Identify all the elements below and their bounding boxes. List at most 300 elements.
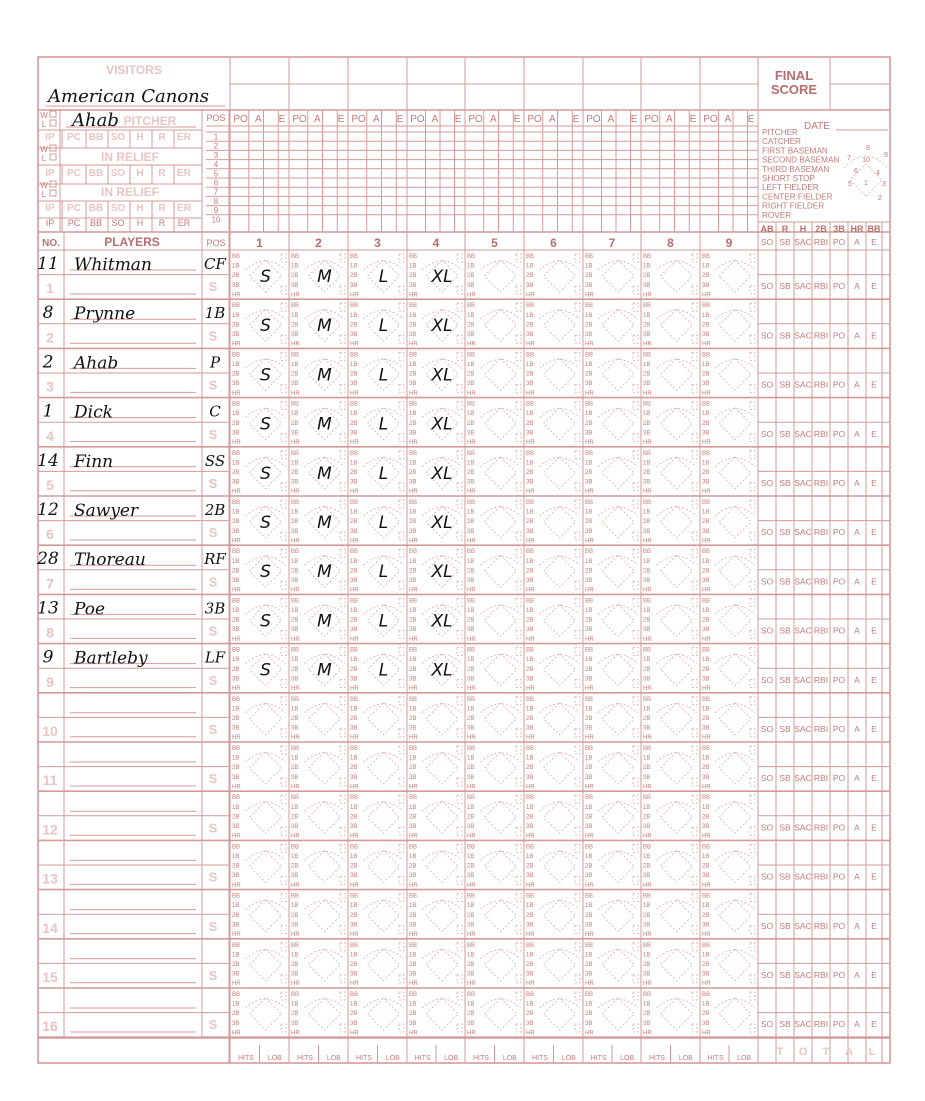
box-label: 2B — [526, 716, 534, 722]
box-label: HR — [350, 981, 359, 988]
count-box — [516, 876, 521, 884]
outfield-arc — [657, 950, 697, 959]
visitors-label: VISITORS — [106, 63, 162, 77]
box-label: 3B — [643, 725, 651, 732]
outfield-arc — [598, 950, 638, 959]
count-box — [399, 630, 404, 638]
box-label: 3B — [467, 528, 475, 535]
box-label: 3B — [409, 824, 417, 830]
sub-label: S — [208, 869, 218, 885]
box-label: 2B — [291, 1011, 299, 1018]
count-box — [692, 402, 697, 410]
box-label: 1B — [291, 411, 299, 418]
count-box — [516, 844, 521, 852]
count-box — [281, 598, 286, 606]
size-mark: L — [378, 365, 389, 386]
box-label: HR — [291, 981, 300, 988]
box-label: BB — [526, 254, 535, 260]
box-label: BB — [585, 450, 594, 457]
count-box — [516, 402, 521, 410]
base-diamond — [602, 309, 634, 341]
box-label: 1B — [643, 854, 651, 860]
box-label: HR — [585, 735, 594, 742]
box-label: 1B — [409, 509, 417, 516]
count-box — [692, 894, 697, 902]
box-label: 1B — [291, 854, 299, 860]
pitcher-stat-label: SO — [111, 218, 125, 228]
row-extra-label: PO — [832, 822, 846, 833]
box-label: 3B — [643, 332, 651, 338]
a-label: A — [489, 114, 497, 125]
base-diamond — [544, 358, 576, 390]
box-label: 1B — [526, 608, 534, 614]
outfield-arc — [598, 851, 638, 860]
box-label: 2B — [291, 470, 299, 476]
box-label: BB — [409, 500, 418, 506]
outfield-arc — [598, 359, 638, 368]
position-legend-item: FIRST BASEMAN — [762, 146, 828, 156]
box-label: BB — [232, 352, 241, 359]
base-diamond — [368, 900, 400, 932]
count-box — [516, 303, 521, 311]
base-diamond — [544, 654, 576, 686]
extra-header-label: E — [871, 237, 877, 247]
a-label: A — [548, 114, 556, 125]
size-mark: M — [317, 562, 332, 583]
base-diamond — [661, 801, 693, 833]
count-box — [399, 975, 404, 983]
loss-checkbox — [50, 154, 56, 160]
pitcher-stat-label: BB — [88, 168, 104, 179]
box-label: HR — [350, 833, 359, 840]
count-box — [750, 795, 755, 803]
box-label: HR — [232, 587, 241, 594]
totals-header-label: AB — [760, 224, 774, 234]
count-box — [750, 483, 755, 491]
box-label: 2B — [467, 568, 475, 575]
row-extra-label: SO — [760, 773, 774, 784]
outfield-arc — [540, 901, 580, 910]
count-box — [399, 697, 404, 705]
box-label: HR — [232, 981, 241, 988]
box-label: 3B — [702, 971, 710, 978]
player-number: 28 — [37, 549, 59, 570]
count-box — [399, 532, 404, 540]
box-label: HR — [350, 489, 359, 496]
box-label: 1B — [291, 460, 299, 467]
row-extra-label: RBI — [813, 920, 829, 931]
count-box — [575, 844, 580, 852]
box-label: BB — [467, 992, 476, 998]
box-label: 2B — [643, 814, 651, 821]
box-label: HR — [350, 784, 359, 791]
box-label: 3B — [585, 381, 593, 388]
count-box — [399, 286, 404, 294]
box-label: BB — [291, 844, 300, 851]
pitcher-stat-label: H — [136, 132, 144, 143]
outfield-arc — [715, 704, 755, 713]
count-box — [340, 746, 345, 754]
box-label: 1B — [702, 460, 710, 467]
count-box — [457, 532, 462, 540]
outfield-arc — [657, 704, 697, 713]
outfield-arc — [657, 605, 697, 614]
box-label: 3B — [643, 381, 651, 388]
box-label: HR — [350, 587, 359, 594]
box-label: HR — [291, 784, 300, 791]
box-label: HR — [702, 735, 711, 742]
box-label: BB — [409, 893, 418, 900]
outfield-arc — [657, 655, 697, 664]
base-diamond — [544, 703, 576, 735]
base-diamond — [661, 260, 693, 292]
box-label: BB — [291, 303, 300, 310]
box-label: 3B — [585, 774, 593, 781]
outfield-arc — [540, 458, 580, 467]
box-label: 3B — [232, 282, 240, 289]
base-diamond — [544, 408, 576, 440]
po-label: PO — [292, 114, 307, 125]
box-label: 3B — [232, 479, 240, 486]
sub-label: S — [208, 525, 218, 541]
box-label: 3B — [643, 824, 651, 830]
base-diamond — [661, 358, 693, 390]
box-label: 2B — [702, 420, 710, 427]
outfield-arc — [364, 753, 404, 762]
count-box — [340, 286, 345, 294]
box-label: BB — [350, 942, 359, 949]
box-label: HR — [702, 440, 711, 446]
box-label: BB — [232, 303, 241, 310]
box-label: BB — [291, 696, 300, 703]
box-label: 2B — [350, 962, 358, 968]
pitcher-stat-label: ER — [177, 168, 191, 179]
box-label: HR — [585, 932, 594, 938]
box-label: 3B — [702, 479, 710, 486]
count-box — [399, 648, 404, 656]
count-box — [340, 729, 345, 737]
box-label: HR — [702, 686, 711, 692]
box-label: BB — [291, 746, 300, 752]
box-label: 1B — [526, 411, 534, 418]
base-diamond — [544, 998, 576, 1030]
box-label: HR — [643, 489, 652, 496]
count-box — [575, 827, 580, 835]
row-extra-label: RBI — [813, 1019, 829, 1030]
pitcher-stat-label: R — [158, 218, 166, 228]
a-label: A — [724, 114, 732, 125]
box-label: 1B — [585, 312, 593, 319]
base-diamond — [544, 555, 576, 587]
box-label: BB — [702, 598, 711, 605]
loss-checkbox — [50, 190, 56, 196]
box-label: 3B — [585, 971, 593, 978]
base-diamond — [661, 457, 693, 489]
pitcher-stat-label: PC — [67, 218, 81, 228]
outfield-arc — [481, 409, 521, 418]
count-box — [399, 384, 404, 392]
count-box — [633, 451, 638, 459]
win-checkbox — [50, 111, 56, 117]
box-label: HR — [409, 981, 418, 988]
box-label: 2B — [409, 912, 417, 919]
count-box — [457, 844, 462, 852]
outfield-arc — [715, 802, 755, 811]
row-extra-label: A — [854, 724, 860, 734]
box-label: 3B — [585, 725, 593, 732]
box-label: HR — [526, 735, 535, 742]
row-extra-label: RBI — [813, 822, 829, 833]
box-label: 1B — [350, 1001, 358, 1008]
size-mark: XL — [431, 365, 453, 386]
count-box — [692, 598, 697, 606]
box-label: HR — [350, 1030, 359, 1037]
base-diamond — [719, 555, 751, 587]
box-label: HR — [702, 981, 711, 988]
box-label: 3B — [232, 528, 240, 535]
box-label: 2B — [585, 666, 593, 673]
outfield-arc — [657, 261, 697, 270]
box-label: HR — [526, 390, 535, 397]
box-label: BB — [585, 893, 594, 900]
base-diamond — [719, 801, 751, 833]
box-label: 1B — [643, 755, 651, 762]
row-extra-label: RBI — [813, 478, 829, 488]
players-header: PLAYERS — [104, 235, 160, 249]
base-diamond — [485, 457, 517, 489]
box-label: 2B — [409, 1011, 417, 1018]
box-label: 1B — [585, 903, 593, 910]
row-extra-label: SB — [779, 1019, 791, 1030]
box-label: HR — [702, 932, 711, 938]
outfield-arc — [715, 999, 755, 1008]
outfield-arc — [305, 901, 345, 910]
box-label: 2B — [467, 322, 475, 329]
outfield-arc — [481, 507, 521, 516]
box-label: HR — [643, 587, 652, 594]
box-label: 3B — [350, 430, 358, 437]
count-box — [692, 451, 697, 459]
count-box — [633, 943, 638, 951]
base-diamond — [602, 604, 634, 636]
hits-label: HITS — [531, 1055, 548, 1062]
count-box — [281, 746, 286, 754]
count-box — [340, 483, 345, 491]
box-label: 1B — [585, 804, 593, 811]
box-label: 1B — [409, 952, 417, 959]
box-label: 2B — [585, 420, 593, 427]
box-label: 1B — [585, 608, 593, 614]
pitcher-stat-label: BB — [88, 132, 104, 143]
player-position: 3B — [204, 599, 226, 618]
box-label: HR — [702, 833, 711, 840]
no-header: NO. — [42, 238, 60, 249]
box-label: 3B — [291, 381, 299, 388]
base-diamond — [602, 408, 634, 440]
box-label: 2B — [585, 716, 593, 722]
box-label: 1B — [526, 509, 534, 516]
outfield-arc — [598, 753, 638, 762]
box-label: 1B — [643, 903, 651, 910]
outfield-arc — [715, 359, 755, 368]
total-letter: A — [845, 1046, 853, 1058]
box-label: HR — [585, 981, 594, 988]
count-box — [399, 844, 404, 852]
player-number: 11 — [37, 254, 59, 274]
count-box — [340, 827, 345, 835]
row-extra-label: A — [854, 871, 860, 882]
count-box — [457, 630, 462, 638]
box-label: 3B — [232, 627, 240, 634]
count-box — [633, 680, 638, 688]
count-box — [750, 335, 755, 343]
count-box — [457, 894, 462, 902]
row-extra-label: RBI — [813, 674, 829, 685]
box-label: HR — [643, 932, 652, 938]
box-label: 2B — [643, 273, 651, 280]
base-diamond — [719, 752, 751, 784]
count-box — [399, 746, 404, 754]
box-label: 1B — [409, 804, 417, 811]
box-label: 1B — [232, 460, 240, 467]
box-label: 1B — [467, 952, 475, 959]
box-label: 1B — [291, 903, 299, 910]
box-label: 1B — [467, 509, 475, 516]
count-box — [340, 795, 345, 803]
box-label: HR — [291, 292, 300, 299]
box-label: 2B — [409, 470, 417, 476]
count-box — [633, 384, 638, 392]
box-label: 3B — [467, 676, 475, 683]
box-label: HR — [467, 292, 476, 299]
count-box — [457, 992, 462, 1000]
box-label: HR — [409, 686, 418, 692]
count-box — [399, 827, 404, 835]
count-box — [575, 697, 580, 705]
base-diamond — [426, 900, 458, 932]
outfield-arc — [540, 359, 580, 368]
outfield-arc — [715, 655, 755, 664]
field-row-num: 3 — [213, 150, 219, 160]
size-mark: L — [378, 611, 389, 632]
outfield-arc — [715, 605, 755, 614]
count-box — [281, 532, 286, 540]
outfield-arc — [481, 999, 521, 1008]
count-box — [692, 729, 697, 737]
box-label: HR — [409, 341, 418, 348]
box-label: 3B — [291, 873, 299, 880]
e-label: E — [396, 114, 404, 125]
row-extra-label: E — [871, 773, 877, 784]
size-mark: S — [260, 660, 271, 681]
hits-label: HITS — [590, 1055, 607, 1062]
size-mark: XL — [431, 316, 453, 337]
inning-number: 9 — [725, 236, 733, 250]
box-label: HR — [409, 538, 418, 545]
box-label: 3B — [702, 578, 710, 584]
box-label: 3B — [585, 282, 593, 289]
box-label: 3B — [585, 578, 593, 584]
box-label: 3B — [467, 725, 475, 732]
box-label: HR — [526, 784, 535, 791]
base-diamond — [602, 752, 634, 784]
box-label: 1B — [350, 263, 358, 270]
row-extra-label: PO — [832, 281, 846, 292]
box-label: 1B — [643, 362, 651, 368]
box-label: 2B — [291, 273, 299, 280]
count-box — [457, 335, 462, 343]
count-box — [692, 844, 697, 852]
count-box — [281, 549, 286, 557]
loss-checkbox — [50, 120, 56, 126]
box-label: 2B — [585, 962, 593, 968]
base-diamond — [719, 260, 751, 292]
box-label: 3B — [643, 922, 651, 929]
box-label: HR — [702, 636, 711, 643]
box-label: BB — [643, 303, 652, 310]
count-box — [340, 303, 345, 311]
po-label: PO — [527, 114, 542, 125]
count-box — [281, 352, 286, 360]
count-box — [575, 926, 580, 934]
box-label: 2B — [232, 666, 240, 673]
box-label: BB — [585, 303, 594, 310]
box-label: 3B — [350, 873, 358, 880]
box-label: 1B — [585, 706, 593, 713]
total-letter: L — [868, 1046, 876, 1058]
box-label: HR — [291, 686, 300, 692]
box-label: 3B — [232, 824, 240, 830]
base-diamond — [602, 654, 634, 686]
box-label: BB — [291, 254, 300, 260]
base-diamond — [485, 408, 517, 440]
row-extra-label: SAC — [794, 822, 812, 833]
base-diamond — [309, 703, 341, 735]
count-box — [750, 1024, 755, 1032]
box-label: BB — [350, 647, 359, 654]
box-label: 3B — [350, 922, 358, 929]
date-label: DATE — [804, 121, 830, 132]
box-label: 2B — [232, 322, 240, 329]
row-extra-label: E — [871, 970, 877, 980]
row-extra-label: SAC — [794, 428, 812, 439]
box-label: HR — [291, 341, 300, 348]
box-label: 1B — [291, 509, 299, 516]
row-extra-label: RBI — [813, 330, 829, 341]
row-extra-label: SB — [779, 773, 791, 784]
box-label: 2B — [291, 666, 299, 673]
box-label: 3B — [643, 1020, 651, 1027]
base-diamond — [661, 654, 693, 686]
team-name: American Canons — [48, 86, 209, 107]
row-extra-label: SB — [779, 576, 791, 587]
box-label: 1B — [585, 854, 593, 860]
box-label: HR — [291, 390, 300, 397]
player-name: Thoreau — [74, 550, 146, 571]
row-extra-label: SO — [760, 576, 774, 587]
box-label: 3B — [526, 332, 534, 338]
box-label: 3B — [467, 381, 475, 388]
box-label: 1B — [643, 263, 651, 270]
box-label: 1B — [467, 706, 475, 713]
box-label: 3B — [585, 430, 593, 437]
outfield-arc — [657, 802, 697, 811]
box-label: HR — [526, 538, 535, 545]
outfield-arc — [598, 655, 638, 664]
po-label: PO — [703, 114, 718, 125]
box-label: 1B — [232, 411, 240, 418]
box-label: BB — [643, 844, 652, 851]
